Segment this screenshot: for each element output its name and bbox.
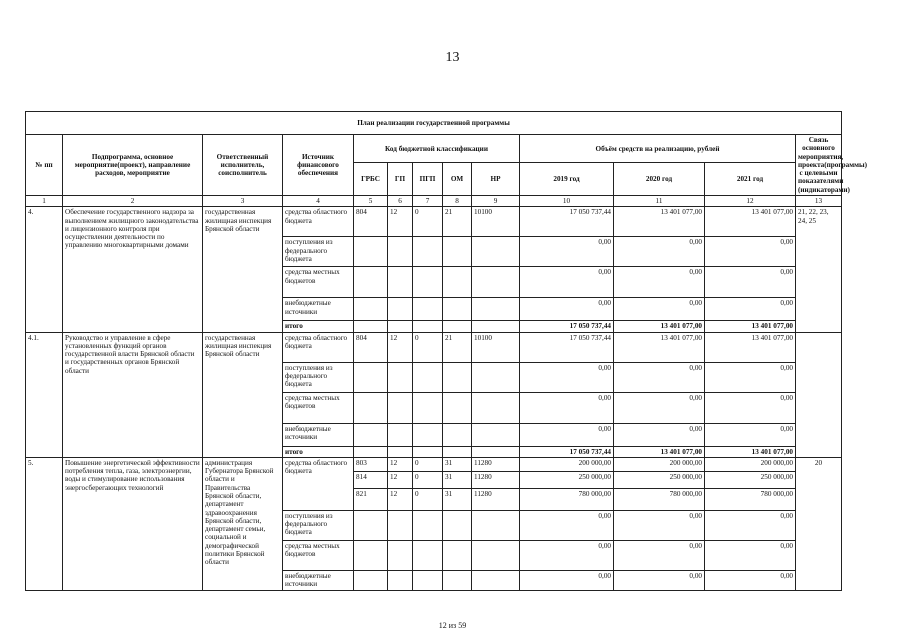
value-2021: 0,00 [705, 362, 796, 392]
index-cell: 8 [443, 195, 472, 206]
header-2020: 2020 год [614, 163, 705, 196]
value-2020: 250 000,00 [614, 471, 705, 488]
gp-cell: 12 [388, 457, 413, 471]
header-pgp: ПГП [413, 163, 443, 196]
index-cell: 5 [354, 195, 388, 206]
pgp-cell: 0 [413, 332, 443, 362]
value-2021: 0,00 [705, 510, 796, 540]
page-number: 13 [445, 50, 460, 65]
value-2021: 13 401 077,00 [705, 207, 796, 237]
header-nr: НР [472, 163, 520, 196]
index-cell: 10 [520, 195, 614, 206]
value-2021: 250 000,00 [705, 471, 796, 488]
pgp-cell: 0 [413, 488, 443, 510]
value-2021: 0,00 [705, 570, 796, 590]
index-row [26, 195, 842, 206]
total-2020: 13 401 077,00 [614, 321, 705, 332]
row-name: Обеспечение государственного надзора за выполнением жилищного законодательства и лицензионного контроля при осуществлении деятельности по управлению многоквартирными домами [63, 207, 203, 332]
page-footer: 12 из 59 [438, 621, 467, 630]
value-2020: 0,00 [614, 510, 705, 540]
om-cell: 31 [443, 471, 472, 488]
source-regional: средства областного бюджета [283, 457, 354, 510]
header-budget-code: Код бюджетной классификации [354, 135, 520, 163]
value-2021: 0,00 [705, 423, 796, 446]
value-2019: 0,00 [520, 423, 614, 446]
source-regional: средства областного бюджета [283, 332, 354, 362]
grbs-cell: 803 [354, 457, 388, 471]
value-2020: 0,00 [614, 267, 705, 298]
value-2020: 0,00 [614, 362, 705, 392]
total-2019: 17 050 737,44 [520, 446, 614, 457]
value-2019: 0,00 [520, 570, 614, 590]
index-cell: 1 [26, 195, 63, 206]
row-name: Повышение энергетической эффективности потребления тепла, газа, электроэнергии, воды и стимулирование использования энергосберегающих технологий [63, 457, 203, 590]
gp-cell: 12 [388, 471, 413, 488]
value-2021: 200 000,00 [705, 457, 796, 471]
index-cell: 11 [614, 195, 705, 206]
index-cell: 3 [203, 195, 283, 206]
row-num: 4.1. [26, 332, 63, 457]
table-row [26, 207, 842, 237]
value-2020: 0,00 [614, 423, 705, 446]
value-2021: 0,00 [705, 237, 796, 267]
value-2019: 0,00 [520, 392, 614, 423]
source-local: средства местных бюджетов [283, 540, 354, 570]
value-2019: 0,00 [520, 267, 614, 298]
value-2020: 0,00 [614, 392, 705, 423]
total-2021: 13 401 077,00 [705, 321, 796, 332]
source-federal: поступления из федерального бюджета [283, 362, 354, 392]
table-row [26, 457, 842, 471]
gp-cell: 12 [388, 488, 413, 510]
value-2021: 0,00 [705, 298, 796, 321]
row-executor: государственная жилищная инспекция Брянской области [203, 332, 283, 457]
value-2019: 250 000,00 [520, 471, 614, 488]
source-offbudget: внебюджетные источники [283, 298, 354, 321]
grbs-cell: 804 [354, 332, 388, 362]
row-executor: администрация Губернатора Брянской области и Правительства Брянской области, департамент здравоохранения Брянской области, департамент семьи, социальной и демографической политики Брянской области [203, 457, 283, 590]
om-cell: 31 [443, 488, 472, 510]
nr-cell: 11280 [472, 457, 520, 471]
value-2021: 0,00 [705, 267, 796, 298]
grbs-cell: 814 [354, 471, 388, 488]
gp-cell: 12 [388, 207, 413, 237]
source-local: средства местных бюджетов [283, 267, 354, 298]
table-row [26, 332, 842, 362]
header-executor: Ответственный исполнитель, соисполнитель [203, 135, 283, 196]
value-2021: 0,00 [705, 392, 796, 423]
index-cell: 6 [388, 195, 413, 206]
source-federal: поступления из федерального бюджета [283, 510, 354, 540]
header-subprogram: Подпрограмма, основное мероприятие(проект), направление расходов, мероприятие [63, 135, 203, 196]
plan-table [25, 111, 868, 591]
total-2019: 17 050 737,44 [520, 321, 614, 332]
pgp-cell: 0 [413, 471, 443, 488]
header-om: ОМ [443, 163, 472, 196]
value-2020: 780 000,00 [614, 488, 705, 510]
value-2021: 780 000,00 [705, 488, 796, 510]
header-num: № пп [26, 135, 63, 196]
value-2021: 13 401 077,00 [705, 332, 796, 362]
link-cell [796, 332, 842, 457]
nr-cell: 11280 [472, 488, 520, 510]
row-executor: государственная жилищная инспекция Брянской области [203, 207, 283, 332]
grbs-cell: 821 [354, 488, 388, 510]
source-regional: средства областного бюджета [283, 207, 354, 237]
index-cell: 4 [283, 195, 354, 206]
value-2020: 0,00 [614, 540, 705, 570]
header-gp: ГП [388, 163, 413, 196]
gp-cell: 12 [388, 332, 413, 362]
row-num: 5. [26, 457, 63, 590]
nr-cell: 11280 [472, 471, 520, 488]
link-cell: 20 [796, 457, 842, 590]
om-cell: 31 [443, 457, 472, 471]
value-2019: 0,00 [520, 298, 614, 321]
source-local: средства местных бюджетов [283, 392, 354, 423]
value-2021: 0,00 [705, 540, 796, 570]
table-title: План реализации государственной программы [26, 112, 842, 135]
header-2021: 2021 год [705, 163, 796, 196]
value-2019: 200 000,00 [520, 457, 614, 471]
source-total: итого [283, 321, 354, 332]
index-cell: 2 [63, 195, 203, 206]
link-cell: 21, 22, 23, 24, 25 [796, 207, 842, 332]
value-2019: 0,00 [520, 362, 614, 392]
header-link: Связь основного мероприятия, проекта(программы) с целевыми показателями (индикаторами) [796, 135, 842, 196]
index-cell: 13 [796, 195, 842, 206]
total-2020: 13 401 077,00 [614, 446, 705, 457]
grbs-cell: 804 [354, 207, 388, 237]
value-2019: 17 050 737,44 [520, 207, 614, 237]
value-2019: 0,00 [520, 237, 614, 267]
value-2019: 17 050 737,44 [520, 332, 614, 362]
source-offbudget: внебюджетные источники [283, 423, 354, 446]
source-total: итого [283, 446, 354, 457]
header-source: Источник финансового обеспечения [283, 135, 354, 196]
value-2020: 0,00 [614, 298, 705, 321]
value-2019: 780 000,00 [520, 488, 614, 510]
header-volume: Объём средств на реализацию, рублей [520, 135, 796, 163]
value-2019: 0,00 [520, 510, 614, 540]
source-offbudget: внебюджетные источники [283, 570, 354, 590]
value-2019: 0,00 [520, 540, 614, 570]
source-federal: поступления из федерального бюджета [283, 237, 354, 267]
value-2020: 0,00 [614, 570, 705, 590]
value-2020: 13 401 077,00 [614, 207, 705, 237]
index-cell: 12 [705, 195, 796, 206]
row-name: Руководство и управление в сфере установленных функций органов государственной власти Брянской области и государственных органов Брянской области [63, 332, 203, 457]
value-2020: 200 000,00 [614, 457, 705, 471]
header-grbs: ГРБС [354, 163, 388, 196]
total-2021: 13 401 077,00 [705, 446, 796, 457]
pgp-cell: 0 [413, 457, 443, 471]
pgp-cell: 0 [413, 207, 443, 237]
index-cell: 9 [472, 195, 520, 206]
value-2020: 0,00 [614, 237, 705, 267]
nr-cell: 10100 [472, 332, 520, 362]
index-cell: 7 [413, 195, 443, 206]
om-cell: 21 [443, 207, 472, 237]
nr-cell: 10100 [472, 207, 520, 237]
value-2020: 13 401 077,00 [614, 332, 705, 362]
row-num: 4. [26, 207, 63, 332]
header-2019: 2019 год [520, 163, 614, 196]
om-cell: 21 [443, 332, 472, 362]
